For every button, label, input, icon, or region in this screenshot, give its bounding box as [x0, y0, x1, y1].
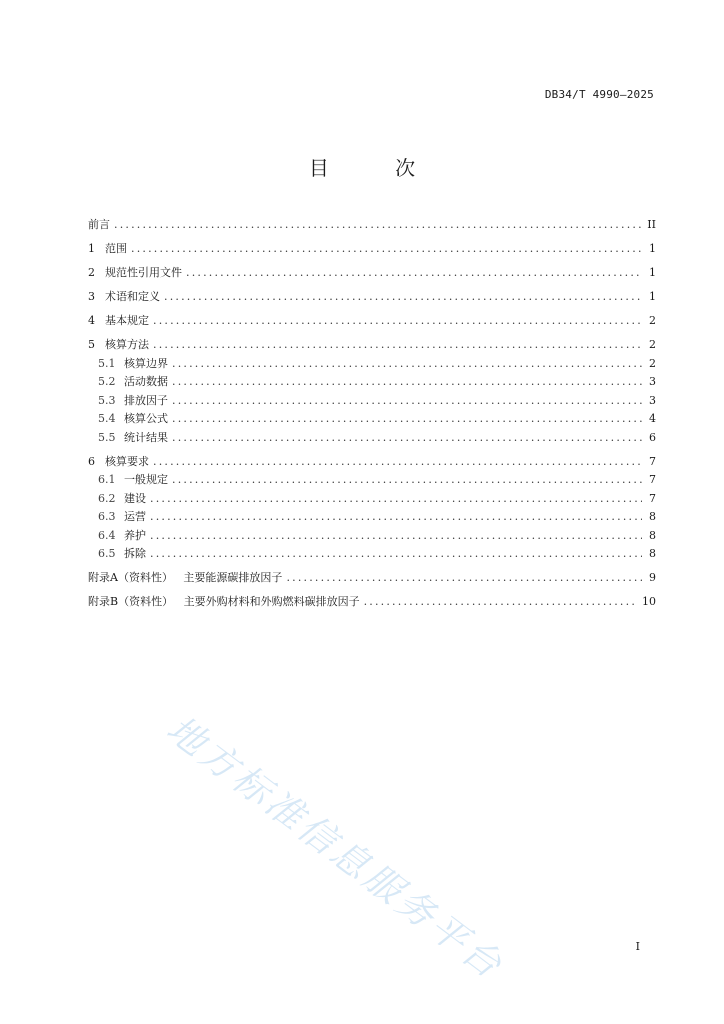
toc-page: 7 — [649, 473, 656, 486]
toc-leader — [172, 431, 642, 444]
toc-page: 3 — [649, 393, 656, 407]
toc-label: 核算要求 — [105, 454, 149, 468]
toc-label: 排放因子 — [124, 393, 168, 407]
page-number: I — [635, 940, 640, 953]
toc-label: 统计结果 — [124, 430, 168, 444]
toc-label: 规范性引用文件 — [105, 266, 182, 279]
toc-leader — [186, 266, 642, 279]
toc-label: 附录B（资料性） 主要外购材料和外购燃料碳排放因子 — [88, 595, 360, 608]
toc-page: 1 — [649, 266, 656, 279]
toc-leader — [172, 473, 642, 486]
toc-entry-6-3[interactable] — [88, 508, 656, 527]
toc-page: II — [647, 218, 656, 231]
toc-number: 2 — [88, 266, 95, 279]
table-of-contents — [88, 216, 656, 612]
toc-leader — [172, 394, 642, 407]
toc-leader — [150, 492, 642, 505]
toc-number: 6.1 — [98, 473, 116, 486]
toc-label: 核算边界 — [124, 356, 168, 370]
toc-page: 7 — [649, 491, 656, 505]
toc-leader — [153, 455, 642, 468]
toc-entry-5-3[interactable] — [88, 392, 656, 411]
toc-label: 前言 — [88, 218, 110, 231]
toc-entry-foreword[interactable] — [88, 216, 656, 235]
toc-number: 4 — [88, 314, 95, 327]
toc-number: 5.1 — [98, 356, 116, 370]
toc-entry-1[interactable] — [88, 240, 656, 259]
toc-number: 5.5 — [98, 430, 116, 444]
toc-label: 活动数据 — [124, 375, 168, 388]
toc-page: 10 — [642, 595, 656, 608]
toc-page: 8 — [649, 510, 656, 523]
toc-label: 术语和定义 — [105, 290, 160, 303]
toc-page: 8 — [649, 528, 656, 542]
toc-number: 6.5 — [98, 547, 116, 560]
toc-number: 5.2 — [98, 375, 116, 388]
toc-number: 6.2 — [98, 491, 116, 505]
toc-page: 4 — [649, 412, 656, 425]
toc-label: 范围 — [105, 242, 127, 255]
toc-number: 3 — [88, 290, 95, 303]
toc-leader — [286, 571, 642, 584]
toc-number: 1 — [88, 242, 95, 255]
toc-leader — [164, 290, 642, 303]
toc-leader — [172, 412, 642, 425]
toc-label: 附录A（资料性） 主要能源碳排放因子 — [88, 571, 283, 584]
toc-entry-5[interactable] — [88, 336, 656, 355]
toc-page: 1 — [649, 290, 656, 303]
toc-label: 核算公式 — [124, 412, 168, 425]
toc-label: 基本规定 — [105, 314, 149, 327]
toc-entry-6-1[interactable] — [88, 471, 656, 490]
toc-label: 建设 — [124, 491, 146, 505]
toc-leader — [150, 529, 642, 542]
toc-page: 3 — [649, 375, 656, 388]
toc-leader — [153, 314, 642, 327]
toc-leader — [172, 357, 642, 370]
toc-page: 2 — [649, 338, 656, 351]
toc-page: 6 — [649, 430, 656, 444]
toc-label: 运营 — [124, 510, 146, 523]
toc-number: 6.4 — [98, 528, 116, 542]
toc-page: 8 — [649, 547, 656, 560]
toc-entry-5-2[interactable] — [88, 373, 656, 392]
toc-leader — [172, 375, 642, 388]
toc-entry-5-1[interactable] — [88, 355, 656, 374]
toc-entry-5-5[interactable] — [88, 429, 656, 448]
toc-entry-appendix-a[interactable] — [88, 569, 656, 588]
toc-leader — [114, 218, 642, 231]
toc-number: 6.3 — [98, 510, 116, 523]
toc-entry-appendix-b[interactable] — [88, 593, 656, 612]
toc-page: 1 — [649, 242, 656, 255]
toc-label: 拆除 — [124, 547, 146, 560]
toc-number: 6 — [88, 454, 95, 468]
toc-leader — [150, 510, 642, 523]
toc-leader — [131, 242, 642, 255]
toc-leader — [150, 547, 642, 560]
toc-page: 7 — [649, 454, 656, 468]
toc-leader — [364, 595, 638, 608]
toc-entry-6[interactable] — [88, 453, 656, 472]
toc-entry-2[interactable] — [88, 264, 656, 283]
toc-label: 养护 — [124, 528, 146, 542]
toc-title: 目 次 — [308, 156, 446, 180]
toc-page: 9 — [649, 571, 656, 584]
toc-entry-3[interactable] — [88, 288, 656, 307]
watermark: 地方标准信息服务平台 — [158, 707, 513, 989]
toc-entry-6-4[interactable] — [88, 527, 656, 546]
toc-number: 5.3 — [98, 393, 116, 407]
toc-entry-5-4[interactable] — [88, 410, 656, 429]
toc-number: 5 — [88, 338, 95, 351]
toc-number: 5.4 — [98, 412, 116, 425]
toc-entry-6-2[interactable] — [88, 490, 656, 509]
toc-entry-4[interactable] — [88, 312, 656, 331]
toc-entry-6-5[interactable] — [88, 545, 656, 564]
toc-label: 核算方法 — [105, 338, 149, 351]
toc-leader — [153, 338, 642, 351]
toc-page: 2 — [649, 356, 656, 370]
document-code: DB34/T 4990—2025 — [544, 88, 654, 101]
toc-page: 2 — [649, 314, 656, 327]
toc-label: 一般规定 — [124, 473, 168, 486]
